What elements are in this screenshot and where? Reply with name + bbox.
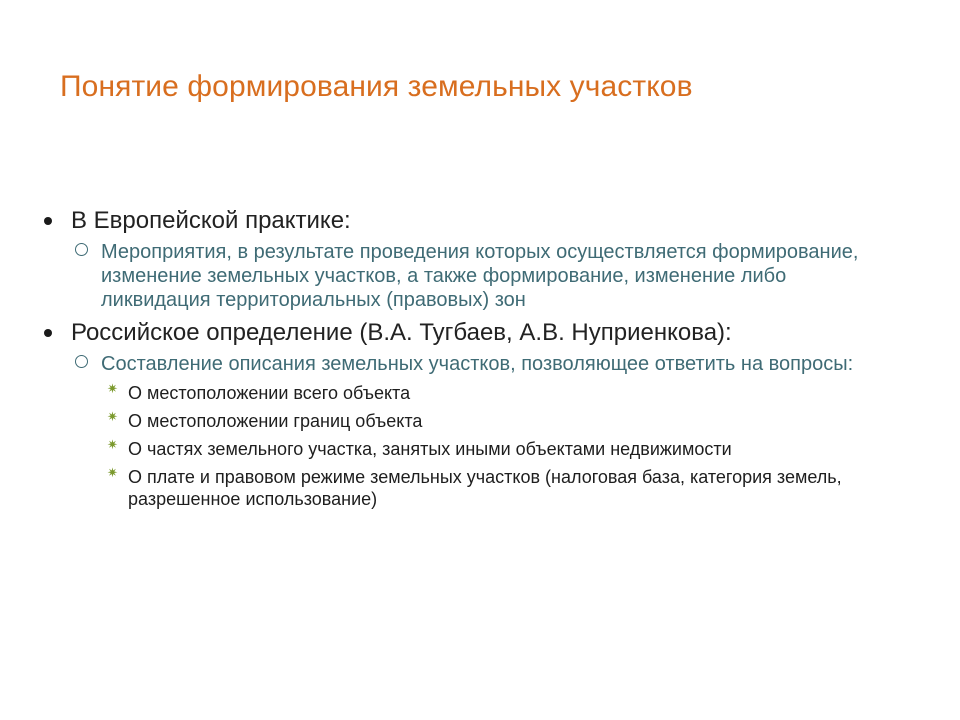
- star-bullet-icon: ✷: [107, 409, 118, 424]
- question-item: [101, 466, 928, 510]
- question-text: О местоположении границ объекта: [128, 411, 423, 431]
- bullet-european-practice: [44, 206, 924, 236]
- question-text: О местоположении всего объекта: [128, 383, 411, 403]
- star-bullet-icon: ✷: [107, 437, 118, 452]
- question-text: О частях земельного участка, занятых иными объектами недвижимости: [128, 439, 732, 459]
- star-bullet-icon: ✷: [107, 465, 118, 480]
- slide-content: [44, 206, 924, 516]
- star-bullet-icon: ✷: [107, 381, 118, 396]
- bullet-text: Российское определение (В.А. Тугбаев, А.В. Нуприенкова):: [71, 319, 732, 346]
- filled-circle-bullet-icon: [44, 329, 52, 337]
- sub-bullet-russian-definition: [74, 352, 881, 376]
- question-item: [101, 438, 928, 460]
- sub-bullet-text: Составление описания земельных участков, позволяющее ответить на вопросы:: [101, 353, 854, 375]
- sub-bullet-european-definition: [74, 240, 881, 312]
- bullet-text: В Европейской практике:: [71, 207, 351, 234]
- question-text: О плате и правовом режиме земельных участков (налоговая база, категория земель, разрешенное использование): [128, 467, 842, 509]
- hollow-circle-bullet-icon: [75, 355, 88, 368]
- question-item: [101, 382, 928, 404]
- question-item: [101, 410, 928, 432]
- filled-circle-bullet-icon: [44, 217, 52, 225]
- hollow-circle-bullet-icon: [75, 243, 88, 256]
- sub-bullet-text: Мероприятия, в результате проведения которых осуществляется формирование, изменение земельных участков, а также формирование, изменение либо ликвидация территориальных (правовых) зон: [101, 241, 859, 311]
- bullet-russian-definition: [44, 318, 924, 348]
- slide-title: Понятие формирования земельных участков: [60, 70, 693, 103]
